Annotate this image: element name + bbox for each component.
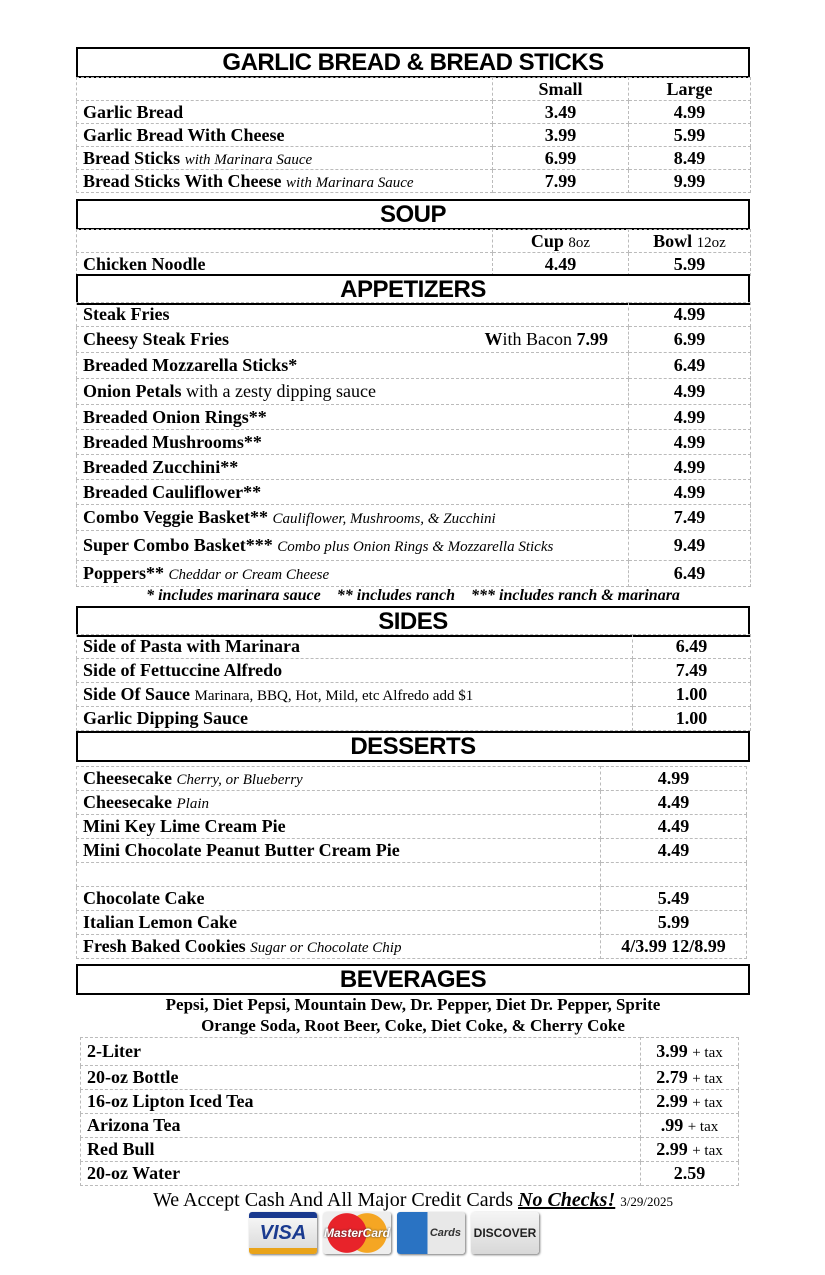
col-bowl (629, 230, 751, 253)
menu-item-row (77, 353, 751, 379)
item-name: Bread Sticks (83, 147, 181, 168)
menu-item-row (77, 839, 747, 863)
item-name: Combo Veggie Basket** (83, 507, 269, 527)
menu-item-row (81, 1038, 739, 1066)
item-name: Onion Petals (83, 381, 182, 401)
menu-item-row (81, 1066, 739, 1090)
item-name: Breaded Onion Rings** (83, 406, 267, 427)
item-price: 6.49 (633, 635, 751, 659)
menu-item-row (81, 1162, 739, 1186)
item-note: Marinara, BBQ, Hot, Mild, etc Alfredo add $1 (194, 688, 474, 704)
tax-label: + tax (687, 1119, 719, 1135)
item-note: with Marinara Sauce (286, 174, 414, 191)
item-price: 4.99 (629, 303, 751, 327)
item-price: 4.49 (601, 791, 747, 815)
soup-table (76, 229, 751, 276)
bacon-w: W (484, 329, 503, 349)
garlic-bread-title: GARLIC BREAD & BREAD STICKS (222, 49, 604, 76)
item-note: Cherry, or Blueberry (176, 772, 303, 788)
menu-item-row (77, 430, 751, 455)
menu-item-row (77, 303, 751, 327)
menu-item-row (77, 455, 751, 480)
item-price: 4.99 (629, 480, 751, 505)
desserts-title: DESSERTS (350, 733, 476, 760)
menu-item-row (77, 815, 747, 839)
beverages-section (80, 1037, 738, 1186)
menu-item-row (77, 935, 747, 959)
item-name: Side of Fettuccine Alfredo (83, 660, 283, 680)
sides-table (76, 634, 751, 731)
date: 3/29/2025 (620, 1194, 673, 1209)
item-price: 4.99 (629, 455, 751, 480)
tax-label: + tax (692, 1045, 723, 1061)
american-express-icon: Cards (397, 1212, 465, 1254)
garlic-bread-header (76, 47, 750, 78)
item-name: Breaded Cauliflower** (83, 481, 262, 502)
sides-title: SIDES (378, 608, 448, 635)
item-name: Breaded Zucchini** (83, 456, 239, 477)
item-name: Italian Lemon Cake (83, 912, 238, 932)
item-name: Fresh Baked Cookies (83, 936, 246, 956)
garlic-bread-section (76, 77, 750, 193)
item-price: 2.99 (656, 1139, 688, 1159)
payment-footer (76, 1189, 750, 1212)
item-name: Steak Fries (83, 304, 170, 324)
item-note: with a zesty dipping sauce (186, 381, 376, 401)
soda-list-line-2: Orange Soda, Root Beer, Coke, Diet Coke, & Cherry Coke (201, 1016, 625, 1035)
payment-text: We Accept Cash And All Major Credit Cards (153, 1189, 514, 1211)
item-name: Red Bull (87, 1139, 155, 1159)
visa-icon: VISA (249, 1212, 317, 1254)
menu-item-row (77, 531, 751, 561)
item-name: Mini Key Lime Cream Pie (83, 816, 286, 836)
item-price: 1.00 (633, 707, 751, 731)
bacon-label: ith Bacon (502, 329, 572, 349)
tax-label: + tax (692, 1143, 723, 1159)
item-name: Breaded Mozzarella Sticks* (83, 355, 298, 375)
bacon-price: 7.99 (576, 329, 608, 349)
soda-list (76, 994, 750, 1036)
menu-item-row (77, 327, 751, 353)
col-small: Small (493, 78, 629, 101)
price-large: 9.99 (629, 170, 751, 193)
menu-item-row (77, 253, 751, 276)
item-name: Breaded Mushrooms** (83, 431, 262, 452)
menu-item-row (77, 505, 751, 531)
discover-icon: DISCOVER (471, 1212, 539, 1254)
beverages-header (76, 964, 750, 995)
soup-header (76, 199, 750, 230)
menu-item-row (77, 635, 751, 659)
price-large: 4.99 (629, 101, 751, 124)
item-price: 9.49 (629, 531, 751, 561)
soup-column-headers (77, 230, 751, 253)
price-small: 6.99 (493, 147, 629, 170)
menu-item-row (77, 170, 751, 193)
desserts-section (76, 766, 746, 959)
col-cup-label: Cup (530, 230, 564, 251)
price-large: 5.99 (629, 124, 751, 147)
beverages-table (80, 1037, 739, 1186)
item-name: 20-oz Bottle (87, 1067, 179, 1087)
item-note: Cauliflower, Mushrooms, & Zucchini (272, 511, 496, 527)
item-name: Side Of Sauce (83, 684, 191, 704)
beverages-title: BEVERAGES (339, 966, 487, 993)
menu-item-row (81, 1090, 739, 1114)
menu-item-row (77, 147, 751, 170)
appetizers-title: APPETIZERS (340, 276, 486, 303)
item-price: 5.99 (601, 911, 747, 935)
sides-header (76, 606, 750, 637)
item-price: 4/3.99 12/8.99 (601, 935, 747, 959)
garlic-bread-table (76, 77, 751, 193)
item-price: .99 (660, 1115, 684, 1135)
item-name: Cheesecake (83, 768, 172, 788)
menu-item-row (77, 480, 751, 505)
garlic-bread-column-headers (77, 78, 751, 101)
item-name: 2-Liter (87, 1041, 141, 1061)
menu-item-row (77, 911, 747, 935)
mastercard-icon: MasterCard (323, 1212, 391, 1254)
item-price: 6.49 (629, 561, 751, 587)
menu-item-row (77, 767, 747, 791)
menu-item-row-empty (77, 863, 747, 887)
item-price: 4.99 (629, 430, 751, 455)
item-price: 2.59 (673, 1163, 706, 1183)
no-checks: No Checks! (518, 1189, 616, 1211)
item-price: 5.49 (601, 887, 747, 911)
item-price: 2.99 (656, 1091, 688, 1111)
item-price: 2.79 (656, 1067, 688, 1087)
col-cup-size: 8oz (568, 234, 591, 251)
item-name: Garlic Dipping Sauce (83, 708, 249, 728)
item-name: Garlic Bread (83, 101, 184, 122)
item-name: Chocolate Cake (83, 888, 205, 908)
menu-item-row (77, 124, 751, 147)
menu-item-row (77, 707, 751, 731)
item-name: Poppers** (83, 563, 164, 583)
item-price: 6.49 (629, 353, 751, 379)
item-name: Bread Sticks With Cheese (83, 170, 282, 191)
price-small: 3.49 (493, 101, 629, 124)
price-bowl: 5.99 (629, 253, 751, 276)
item-name: Cheesecake (83, 792, 172, 812)
col-large: Large (629, 78, 751, 101)
credit-card-logos (249, 1212, 539, 1256)
soup-title: SOUP (379, 201, 446, 228)
price-cup: 4.49 (493, 253, 629, 276)
menu-item-row (77, 101, 751, 124)
appetizers-section (76, 302, 750, 587)
appetizers-footnote: * includes marinara sauce ** includes ranch *** includes ranch & marinara (146, 587, 680, 604)
item-note: with Marinara Sauce (184, 151, 313, 168)
item-price: 4.49 (601, 815, 747, 839)
tax-label: + tax (692, 1095, 723, 1111)
item-name: 16-oz Lipton Iced Tea (87, 1091, 254, 1111)
item-price: 4.99 (601, 767, 747, 791)
item-price: 7.49 (629, 505, 751, 531)
item-name: Super Combo Basket*** (83, 535, 273, 555)
appetizers-table (76, 302, 751, 587)
item-name: 20-oz Water (87, 1163, 181, 1183)
item-note: Sugar or Chocolate Chip (250, 940, 402, 956)
item-name: Arizona Tea (87, 1115, 181, 1135)
menu-item-row (77, 887, 747, 911)
item-name: Garlic Bread With Cheese (83, 124, 285, 145)
item-name: Cheesy Steak Fries (83, 329, 229, 349)
col-bowl-label: Bowl (653, 230, 693, 251)
desserts-table (76, 766, 747, 959)
menu-item-row (77, 659, 751, 683)
bacon-option (485, 329, 609, 350)
price-small: 7.99 (493, 170, 629, 193)
menu-item-row (77, 379, 751, 405)
menu-item-row (77, 561, 751, 587)
price-large: 8.49 (629, 147, 751, 170)
item-price: 7.49 (633, 659, 751, 683)
item-note: Combo plus Onion Rings & Mozzarella Sticks (277, 539, 554, 555)
price-small: 3.99 (493, 124, 629, 147)
desserts-header (76, 731, 750, 762)
item-note: Plain (176, 796, 209, 812)
menu-item-row (81, 1114, 739, 1138)
col-cup (493, 230, 629, 253)
item-price: 4.49 (601, 839, 747, 863)
sides-section (76, 634, 750, 731)
item-note: Cheddar or Cream Cheese (168, 567, 330, 583)
item-price: 3.99 (656, 1041, 688, 1061)
menu-item-row (77, 405, 751, 430)
item-price: 1.00 (633, 683, 751, 707)
tax-label: + tax (692, 1071, 723, 1087)
menu-item-row (81, 1138, 739, 1162)
item-price: 6.99 (629, 327, 751, 353)
menu-item-row (77, 791, 747, 815)
soda-list-line-1: Pepsi, Diet Pepsi, Mountain Dew, Dr. Pepper, Diet Dr. Pepper, Sprite (165, 995, 661, 1014)
item-name: Mini Chocolate Peanut Butter Cream Pie (83, 840, 400, 860)
item-name: Side of Pasta with Marinara (83, 636, 300, 656)
menu-item-row (77, 683, 751, 707)
appetizers-header (76, 274, 750, 305)
item-price: 4.99 (629, 405, 751, 430)
col-bowl-size: 12oz (696, 234, 726, 251)
soup-section (76, 229, 750, 276)
item-name: Chicken Noodle (83, 253, 206, 274)
item-price: 4.99 (629, 379, 751, 405)
